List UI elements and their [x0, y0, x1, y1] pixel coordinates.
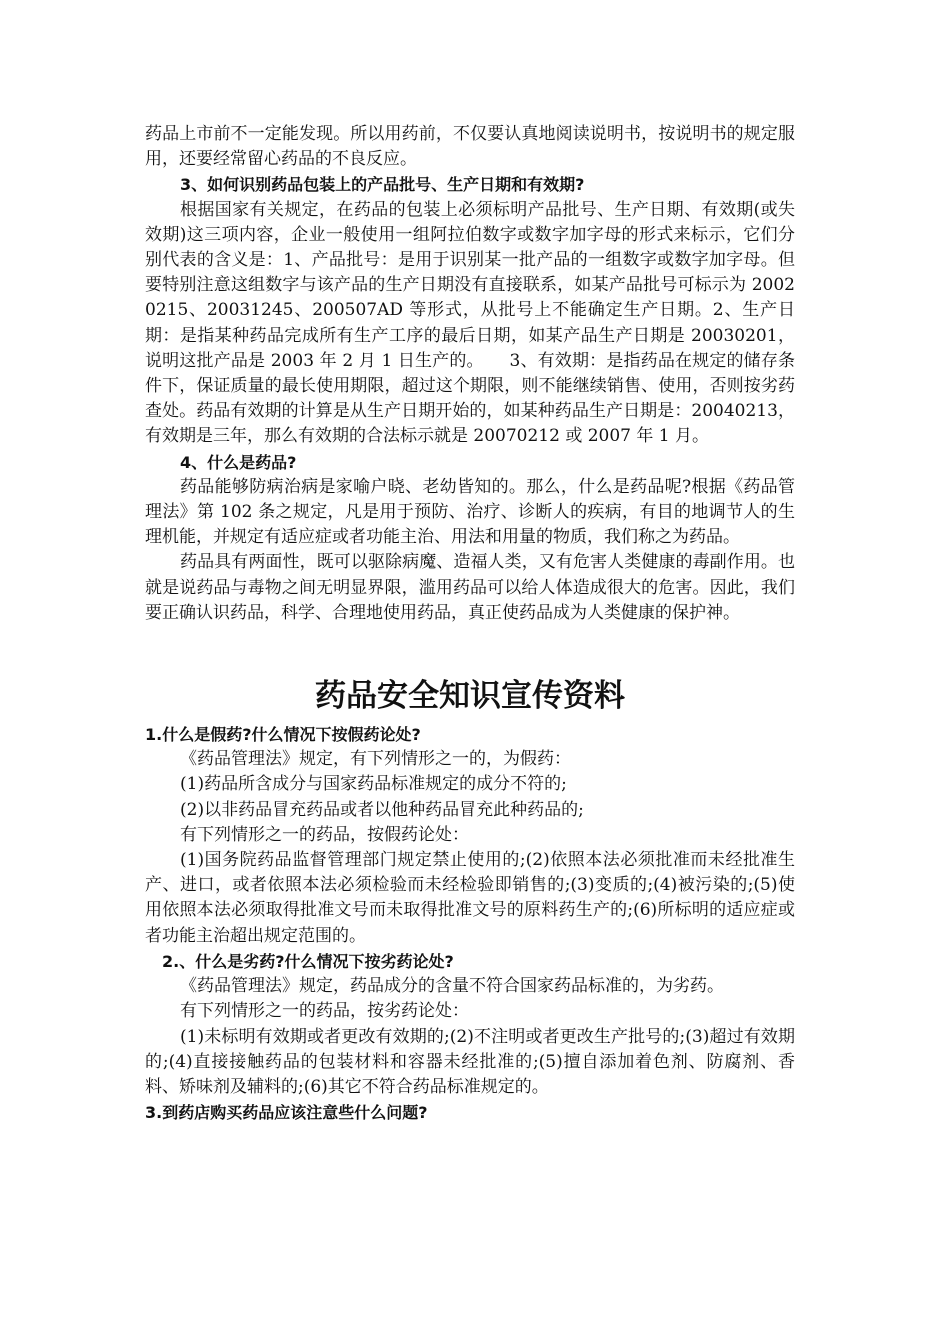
paragraph-drug-duality: 药品具有两面性，既可以驱除病魔、造福人类，又有危害人类健康的毒副作用。也就是说药品与毒物之间无明显界限，滥用药品可以给人体造成很大的危害。因此，我们要正确认识药品，科学、合理地使用药品，真正使药品成为人类健康的保护神。	[145, 552, 795, 623]
paragraph-inferior-treated: 有下列情形之一的药品，按劣药论处：	[180, 1001, 469, 1022]
paragraph-fake-treated: 有下列情形之一的药品，按假药论处：	[180, 824, 469, 845]
heading-fake-drug: 1.什么是假药?什么情况下按假药论处?	[145, 725, 421, 745]
document-page	[145, 122, 795, 1125]
heading-batch-number: 3、如何识别药品包装上的产品批号、生产日期和有效期?	[180, 175, 585, 195]
heading-what-is-drug: 4、什么是药品?	[180, 452, 297, 472]
paragraph-fake-law: 《药品管理法》规定，有下列情形之一的，为假药：	[180, 749, 571, 770]
heading-inferior-drug: 2.、什么是劣药?什么情况下按劣药论处?	[162, 951, 454, 971]
paragraph-inferior-list: (1)未标明有效期或者更改有效期的;(2)不注明或者更改生产批号的;(3)超过有效期的;(4)直接接触药品的包装材料和容器未经批准的;(5)擅自添加着色剂、防腐剂、香料、矫味剂及辅料的;(6)其它不符合药品标准规定的。	[145, 1026, 795, 1097]
paragraph-fake-item-2: (2)以非药品冒充药品或者以他种药品冒充此种药品的;	[180, 799, 584, 820]
page-title: 药品安全知识宣传资料	[315, 678, 625, 715]
paragraph-drug-definition: 药品能够防病治病是家喻户晓、老幼皆知的。那么，什么是药品呢?根据《药品管理法》第 102 条之规定，凡是用于预防、治疗、诊断人的疾病，有目的地调节人的生理机能，并规定有适应症或者功能主治、用法和用量的物质，我们称之为药品。	[145, 476, 795, 548]
paragraph-fake-item-1: (1)药品所含成分与国家药品标准规定的成分不符的;	[180, 774, 567, 795]
paragraph-adverse-reaction: 药品上市前不一定能发现。所以用药前，不仅要认真地阅读说明书，按说明书的规定服用，还要经常留心药品的不良反应。	[145, 124, 795, 170]
paragraph-batch-number: 根据国家有关规定，在药品的包装上必须标明产品批号、生产日期、有效期(或失效期)这三项内容，企业一般使用一组阿拉伯数字或数字加字母的形式来标示，它们分别代表的含义是：1、产品批号：是用于识别某一批产品的一组数字或数字加字母。但要特别注意这组数字与该产品的生产日期没有直接联系，如某产品批号可标示为 20020215、20031245、200507AD 等形式，从批号上不能确定生产日期。2、生产日期：是指某种药品完成所有生产工序的最后日期，如某产品生产日期是 20030201，说明这批产品是 2003 年 2 月 1 日生产的。 3、有效期：是指药品在规定的储存条件下，保证质量的最长使用期限，超过这个期限，则不能继续销售、使用，否则按劣药查处。药品有效期的计算是从生产日期开始的，如某种药品生产日期是：20040213，有效期是三年，那么有效期的合法标示就是 20070212 或 2007 年 1 月。	[145, 199, 795, 447]
paragraph-inferior-law: 《药品管理法》规定，药品成分的含量不符合国家药品标准的，为劣药。	[180, 976, 724, 997]
heading-pharmacy-tips: 3.到药店购买药品应该注意些什么问题?	[145, 1103, 428, 1123]
paragraph-fake-list: (1)国务院药品监督管理部门规定禁止使用的;(2)依照本法必须批准而未经批准生产、进口，或者依照本法必须检验而未经检验即销售的;(3)变质的;(4)被污染的;(5)使用依照本法必须取得批准文号而未取得批准文号的原料药生产的;(6)所标明的适应症或者功能主治超出规定范围的。	[145, 850, 795, 946]
